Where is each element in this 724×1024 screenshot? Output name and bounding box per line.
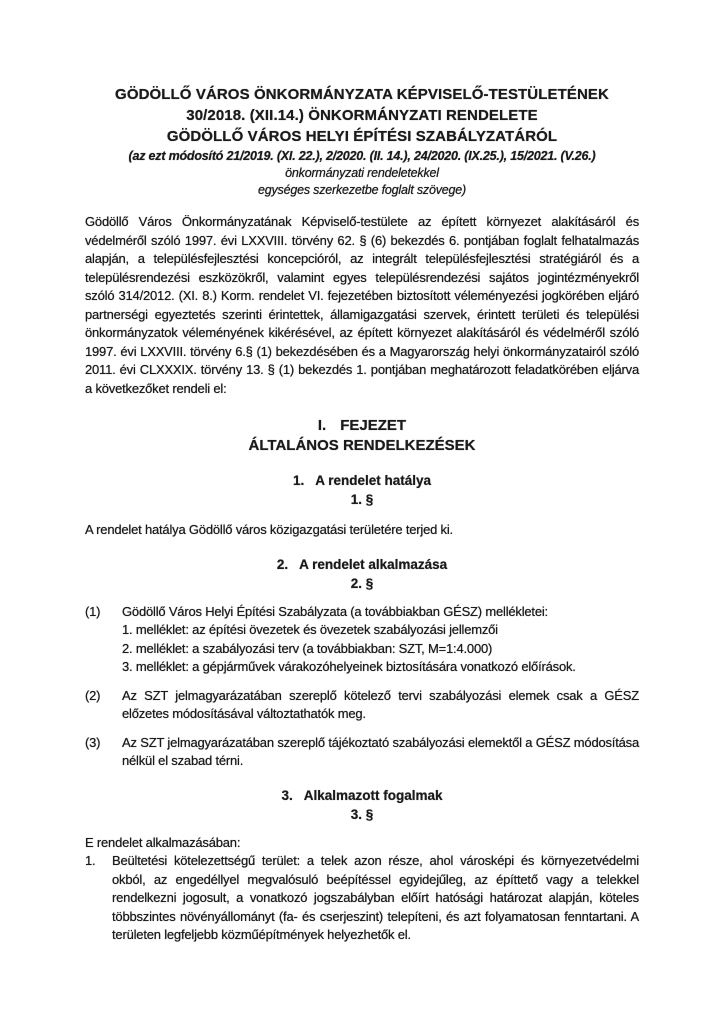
subtitle-line: egységes szerkezetbe foglalt szövege) [258, 183, 466, 197]
chapter-heading-line [85, 416, 639, 436]
clause-number: (2) [85, 687, 101, 703]
definition-number: 1. [85, 853, 96, 868]
clause-text: Az SZT jelmagyarázatában szereplő tájékoztató szabályozási elemektől a GÉSZ módosítása nélkül el szabad térni. [122, 734, 639, 768]
section-paragraph-mark: 3. § [350, 806, 374, 822]
clause-row [85, 603, 639, 677]
section-heading-line [85, 786, 639, 805]
annex-list-item: 2. melléklet: a szabályozási terv (a továbbiakban: SZT, M=1:4.000) [122, 640, 493, 656]
annex-list-item: 3. melléklet: a gépjárművek várakozóhelyeinek biztosítására vonatkozó előírások. [122, 659, 576, 674]
document-subtitle [85, 148, 639, 199]
subtitle-line: (az ezt módosító 21/2019. (XI. 22.), 2/2020. (II. 14.), 24/2020. (IX.25.), 15/2021. (V.26.) [128, 149, 596, 163]
section-heading-line [85, 471, 639, 490]
chapter-heading [85, 416, 639, 456]
section-1-body: A rendelet hatálya Gödöllő város közigazgatási területére terjed ki. [85, 522, 453, 537]
annex-list-item: 1. melléklet: az építési övezetek és övezetek szabályozási jellemzői [122, 622, 498, 637]
chapter-title: ÁLTALÁNOS RENDELKEZÉSEK [248, 437, 476, 454]
definition-text: Beültetési kötelezettségű terület: a telek azon része, ahol városképi és környezetvédelmi okból, az engedéllyel megvalósuló beépítéssel egyidejűleg, az építtető vagy a telekkel rendelkezni jogosult, a vonatkozó jogszabályban előírt hatósági határozat alapján, köteles többszintes növényállományt (fa- és cserjeszint) telepíteni, és azt folyamatosan fenntartani. A területen legfeljebb közműépítmények helyezhetők el. [112, 853, 639, 942]
clause-number: (1) [85, 603, 101, 619]
section-heading-text: A rendelet alkalmazása [299, 556, 448, 572]
clause-row [85, 734, 639, 771]
section-2-heading [85, 555, 639, 593]
section-1-heading [85, 471, 639, 509]
section-heading-number: 2. [276, 556, 289, 572]
clause-text [122, 603, 639, 677]
section-heading-text: A rendelet hatálya [315, 473, 432, 488]
section-paragraph-mark: 1. § [350, 492, 374, 507]
chapter-label: FEJEZET [340, 417, 407, 434]
clause-lead-text: Gödöllő Város Helyi Építési Szabályzata (a továbbiakban GÉSZ) mellékletei: [122, 603, 548, 619]
section-heading-text: Alkalmazott fogalmak [303, 787, 443, 803]
section-3-heading [85, 786, 639, 824]
title-line: GÖDÖLLŐ VÁROS ÖNKORMÁNYZATA KÉPVISELŐ-TESTÜLETÉNEK [115, 86, 609, 103]
title-line: GÖDÖLLŐ VÁROS HELYI ÉPÍTÉSI SZABÁLYZATÁRÓL [166, 128, 558, 145]
section-heading-line [85, 555, 639, 574]
section-paragraph-mark: 2. § [350, 575, 374, 591]
preamble-paragraph: Gödöllő Város Önkormányzatának Képviselő-testülete az épített környezet alakításáról és védelméről szóló 1997. évi LXXVIII. törvény 62. § (6) bekezdés 6. pontjában foglalt felhatalmazás alapján, a településfejlesztési koncepcióról, az integrált településfejlesztési stratégiáról és a településrendezési eszközökről, valamint egyes településrendezési sajátos jogintézményekről szóló 314/2012. (XI. 8.) Korm. rendelet VI. fejezetében biztosított véleményezési jogkörében eljáró partnerségi egyeztetés szerinti érintettek, államigazgatási szervek, érintett területi és települési önkormányzatok véleményének kikérésével, az épített környezet alakításáról és védelméről szóló 1997. évi LXXVIII. törvény 6.§ (1) bekezdésében és a Magyarország helyi önkormányzatairól szóló 2011. évi CLXXXIX. törvény 13. § (1) bekezdés 1. pontjában meghatározott feladatkörében eljárva a következőket rendeli el: [85, 214, 639, 396]
title-line: 30/2018. (XII.14.) ÖNKORMÁNYZATI RENDELETE [186, 107, 538, 124]
document-title [85, 84, 639, 147]
definitions-intro: E rendelet alkalmazásában: [85, 834, 241, 850]
section-heading-number: 1. [292, 473, 305, 488]
definition-row [85, 852, 639, 945]
chapter-number: I. [317, 417, 327, 434]
clause-number: (3) [85, 734, 101, 750]
clause-row [85, 687, 639, 724]
section-heading-number: 3. [281, 787, 293, 803]
clause-text: Az SZT jelmagyarázatában szereplő kötelező tervi szabályozási elemek csak a GÉSZ előzetes módosításával változtathatók meg. [122, 687, 639, 721]
subtitle-line: önkormányzati rendeletekkel [285, 166, 439, 180]
